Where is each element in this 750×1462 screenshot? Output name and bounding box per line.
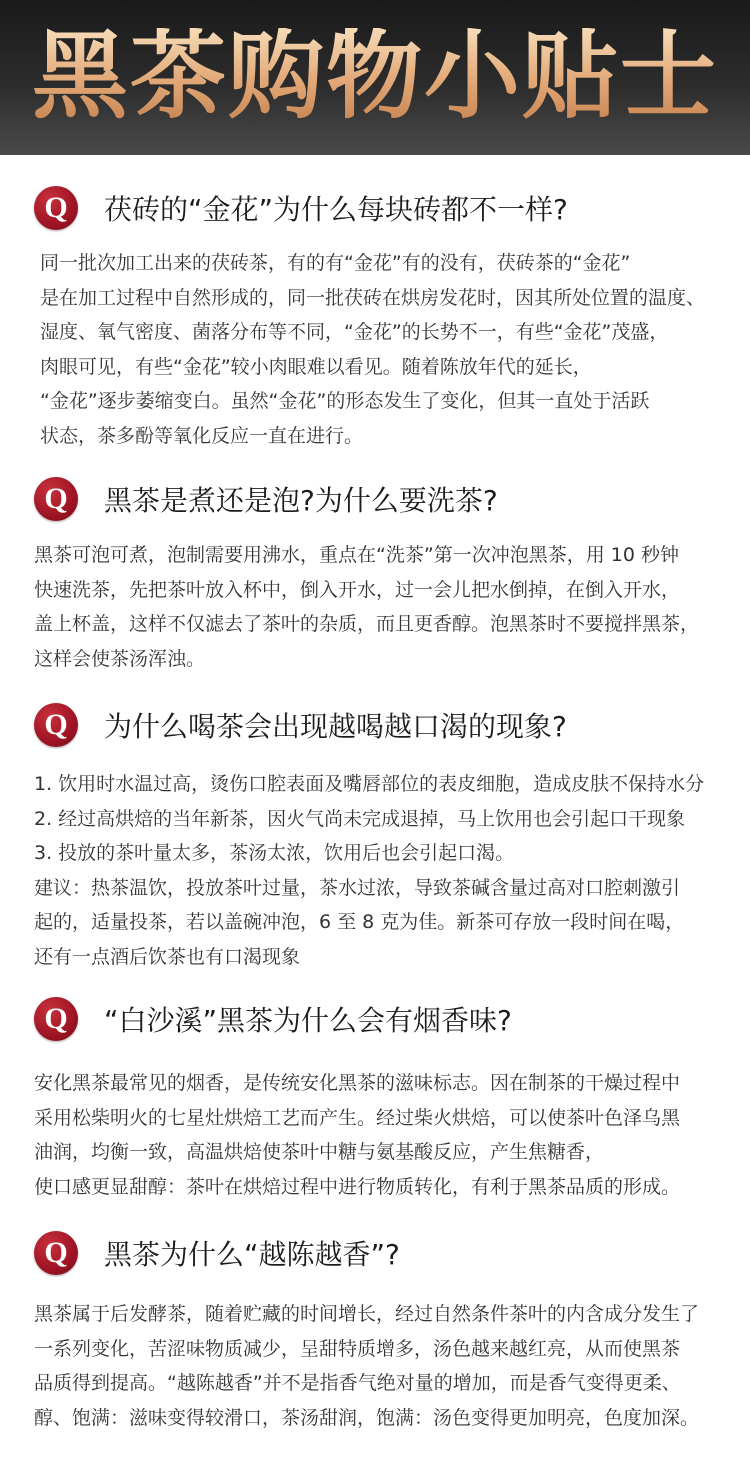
q-icon: Q: [34, 1231, 78, 1275]
question-heading: [34, 995, 512, 1043]
answer-line: 起的，适量投茶，若以盖碗冲泡，6 至 8 克为佳。新茶可存放一段时间在喝，: [34, 911, 685, 933]
answer-line: 这样会使茶汤浑浊。: [34, 647, 206, 670]
answer-line: 3. 投放的茶叶量太多，茶汤太浓，饮用后也会引起口渴。: [34, 842, 515, 864]
question-text: 黑茶为什么“越陈越香”?: [104, 1238, 400, 1271]
question-heading: [34, 701, 567, 749]
answer-text: [34, 767, 734, 974]
answer-line: 盖上杯盖，这样不仅滤去了茶叶的杂质，而且更香醇。泡黑茶时不要搅拌黑茶，: [34, 613, 700, 635]
answer-line: 1. 饮用时水温过高，烫伤口腔表面及嘴唇部位的表皮细胞，造成皮肤不保持水分: [34, 773, 705, 795]
answer-line: “金花”逐步萎缩变白。虽然“金花”的形态发生了变化，但其一直处于活跃: [40, 390, 650, 412]
answer-line: 黑茶可泡可煮，泡制需要用沸水，重点在“洗茶”第一次冲泡黑茶，用 10 秒钟: [34, 544, 679, 566]
q-icon: Q: [34, 997, 78, 1041]
answer-line: 肉眼可见，有些“金花”较小肉眼难以看见。随着陈放年代的延长，: [40, 355, 592, 378]
answer-line: 使口感更显甜醇：茶叶在烘焙过程中进行物质转化，有利于黑茶品质的形成。: [34, 1175, 681, 1198]
answer-line: 状态，茶多酚等氧化反应一直在进行。: [40, 424, 364, 447]
answer-text: [34, 538, 734, 676]
question-text: 为什么喝茶会出现越喝越口渴的现象?: [104, 710, 567, 743]
answer-line: 醇、饱满：滋味变得较滑口，茶汤甜润，饱满：汤色变得更加明亮，色度加深。: [34, 1406, 700, 1429]
answer-line: 采用松柴明火的七星灶烘焙工艺而产生。经过柴火烘焙，可以使茶叶色泽乌黑: [34, 1106, 681, 1129]
answer-line: 湿度、氧气密度、菌落分布等不同，“金花”的长势不一，有些“金花”茂盛，: [40, 321, 669, 343]
answer-line: 快速洗茶，先把茶叶放入杯中，倒入开水，过一会儿把水倒掉，在倒入开水，: [34, 578, 681, 601]
answer-line: 品质得到提高。“越陈越香”并不是指香气绝对量的增加，而是香气变得更柔、: [34, 1372, 681, 1394]
page-title: 黑茶购物小贴士: [32, 19, 718, 132]
question-heading: [34, 1229, 400, 1277]
answer-line: 是在加工过程中自然形成的，同一批茯砖在烘房发花时，因其所处位置的温度、: [40, 286, 706, 309]
answer-text: [34, 1297, 734, 1435]
question-text: “白沙溪”黑茶为什么会有烟香味?: [104, 1004, 512, 1037]
question-text: 茯砖的“金花”为什么每块砖都不一样?: [104, 193, 568, 226]
answer-line: 安化黑茶最常见的烟香，是传统安化黑茶的滋味标志。因在制茶的干燥过程中: [34, 1072, 681, 1094]
answer-line: 黑茶属于后发酵茶，随着贮藏的时间增长，经过自然条件茶叶的内含成分发生了: [34, 1303, 700, 1325]
answer-line: 还有一点酒后饮茶也有口渴现象: [34, 945, 301, 968]
q-icon: Q: [34, 477, 78, 521]
q-icon: Q: [34, 186, 78, 230]
answer-line: 建议：热茶温饮，投放茶叶过量，茶水过浓，导致茶碱含量过高对口腔刺激引: [34, 876, 681, 899]
header-banner: [0, 0, 750, 155]
q-icon: Q: [34, 703, 78, 747]
answer-text: [40, 246, 740, 453]
question-text: 黑茶是煮还是泡?为什么要洗茶?: [104, 484, 498, 517]
question-heading: [34, 184, 568, 232]
answer-line: 油润，均衡一致，高温烘焙使茶叶中糖与氨基酸反应，产生焦糖香，: [34, 1141, 605, 1163]
answer-line: 同一批次加工出来的茯砖茶，有的有“金花”有的没有，茯砖茶的“金花”: [40, 252, 631, 274]
answer-line: 一系列变化，苦涩味物质减少，呈甜特质增多，汤色越来越红亮，从而使黑茶: [34, 1337, 681, 1360]
question-heading: [34, 475, 498, 523]
answer-text: [34, 1066, 734, 1204]
answer-line: 2. 经过高烘焙的当年新茶，因火气尚未完成退掉，马上饮用也会引起口干现象: [34, 807, 686, 830]
